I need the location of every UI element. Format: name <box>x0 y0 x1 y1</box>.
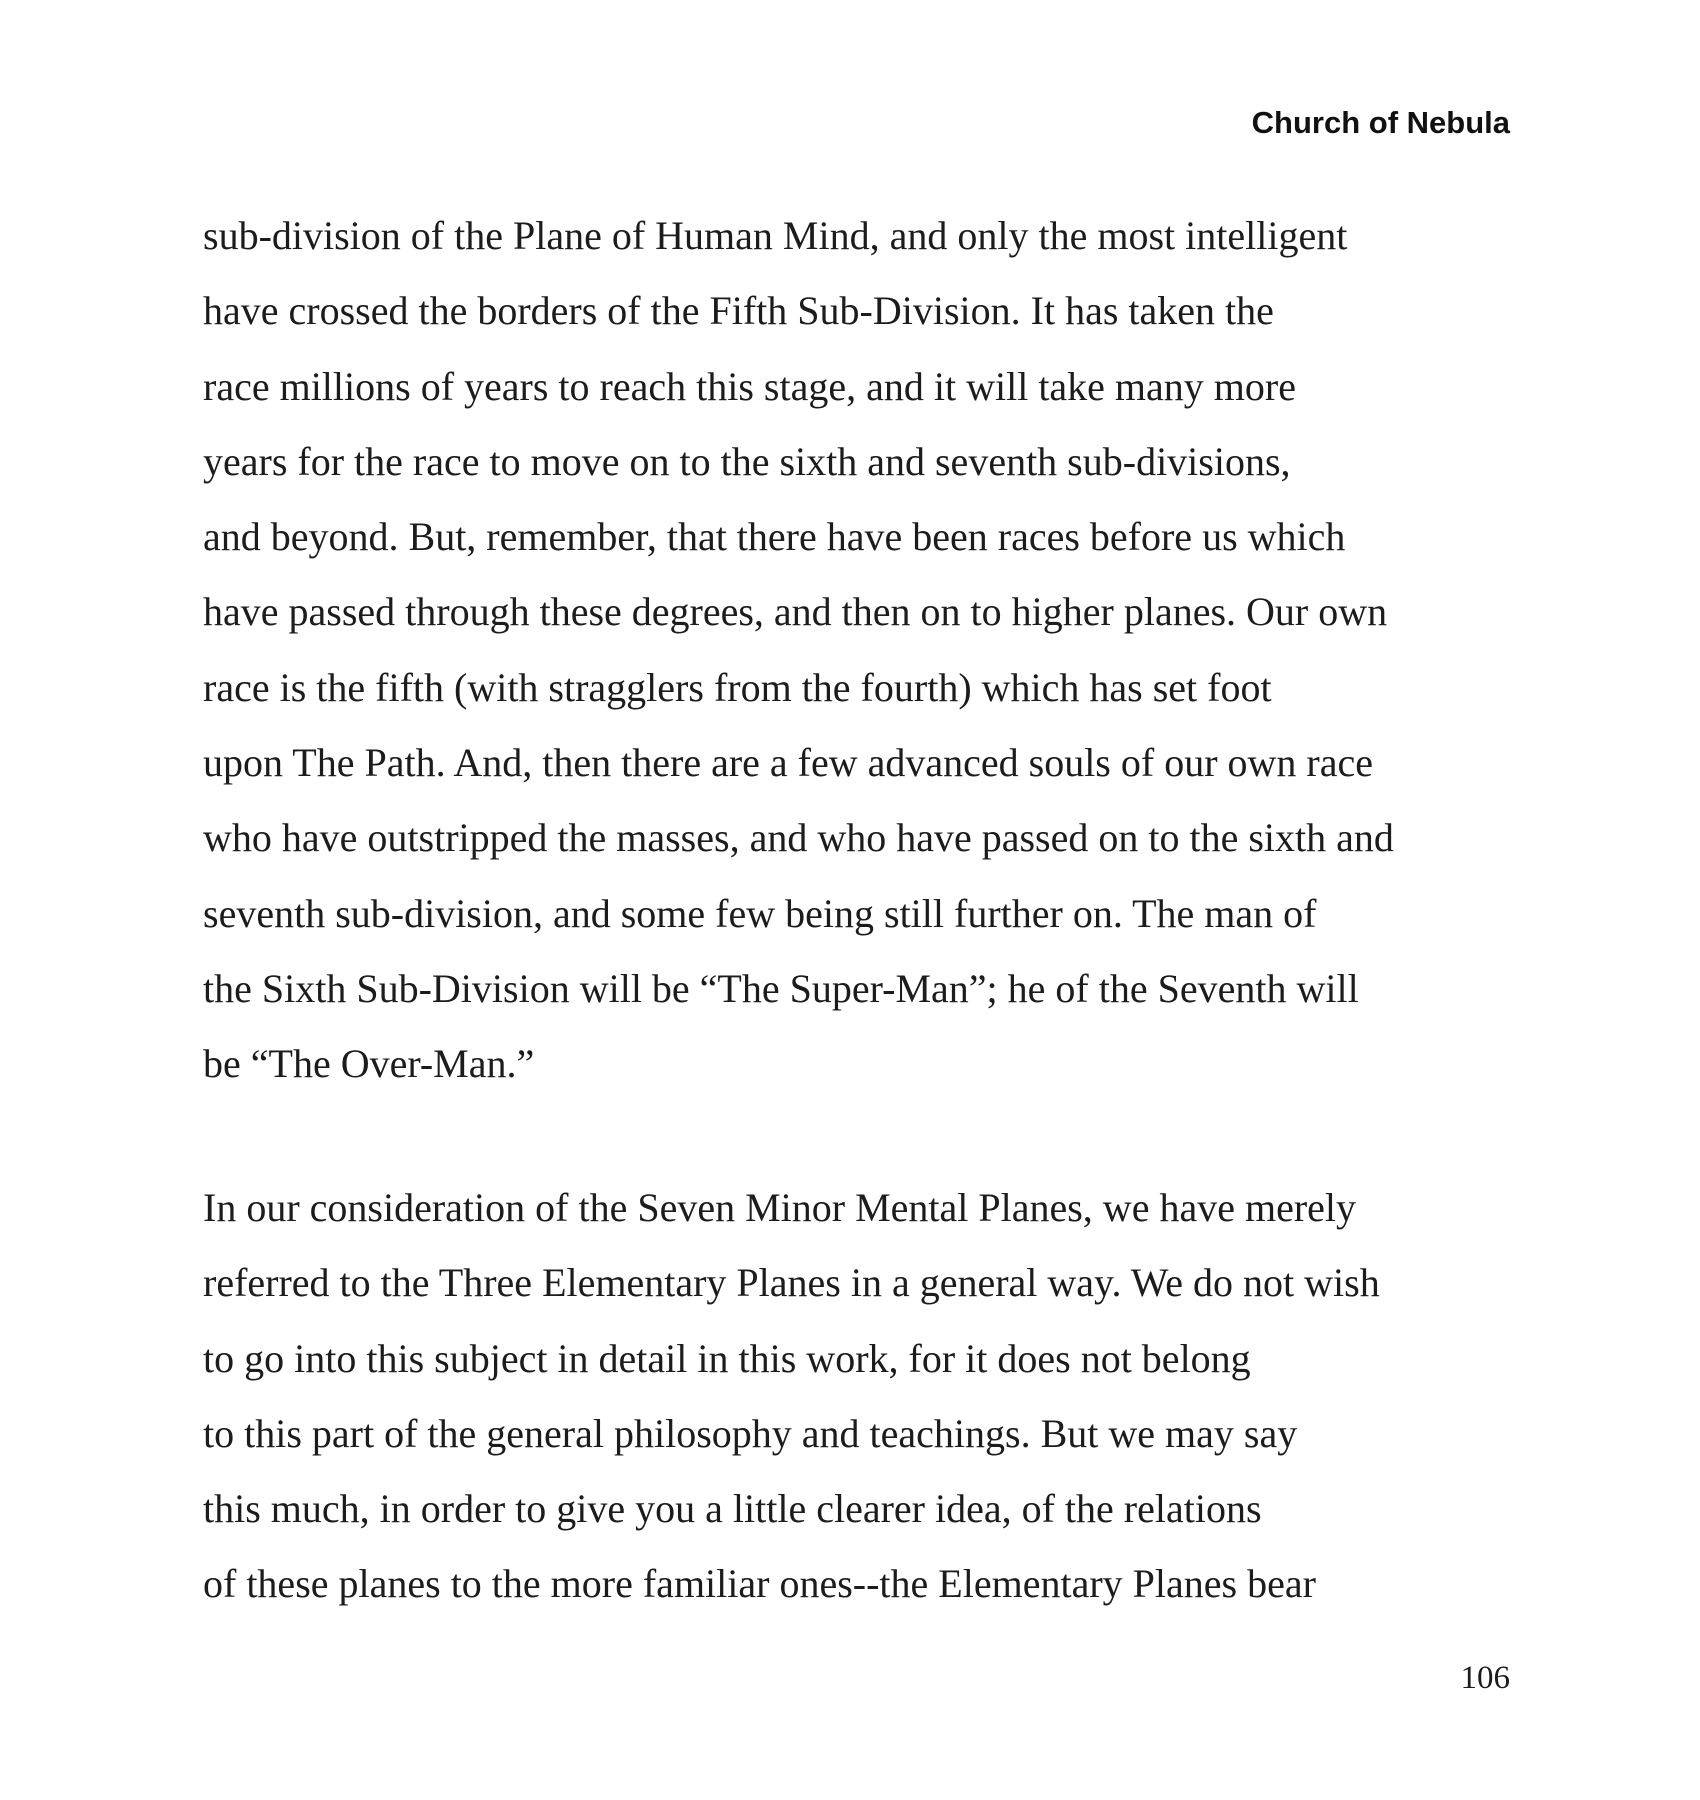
text-line: have passed through these degrees, and then on to higher planes. Our own <box>203 589 1388 635</box>
text-line: race is the fifth (with stragglers from the fourth) which has set foot <box>203 664 1272 710</box>
text-line: referred to the Three Elementary Planes in a general way. We do not wish <box>203 1260 1380 1306</box>
text-line: be “The Over-Man.” <box>203 1041 535 1087</box>
text-line: years for the race to move on to the sixth and seventh sub-divisions, <box>203 438 1291 484</box>
text-line: sub-division of the Plane of Human Mind, and only the most intelligent <box>203 213 1348 258</box>
text-line: seventh sub-division, and some few being still further on. The man of <box>203 890 1317 936</box>
paragraph-1 <box>203 198 1523 1102</box>
page-number: 106 <box>1460 1660 1510 1696</box>
text-line: who have outstripped the masses, and who have passed on to the sixth and <box>203 815 1394 861</box>
text-line: this much, in order to give you a little clearer idea, of the relations <box>203 1486 1262 1532</box>
text-line: and beyond. But, remember, that there have been races before us which <box>203 514 1346 560</box>
text-line: to go into this subject in detail in this work, for it does not belong <box>203 1335 1251 1381</box>
text-line: of these planes to the more familiar ones--the Elementary Planes bear <box>203 1561 1316 1607</box>
text-line: upon The Path. And, then there are a few advanced souls of our own race <box>203 740 1373 786</box>
running-header: Church of Nebula <box>1251 105 1510 140</box>
text-line: the Sixth Sub-Division will be “The Super-Man”; he of the Seventh will <box>203 965 1359 1011</box>
text-line: have crossed the borders of the Fifth Sub-Division. It has taken the <box>203 288 1274 334</box>
text-line: race millions of years to reach this stage, and it will take many more <box>203 363 1296 409</box>
paragraph-2 <box>203 1170 1523 1622</box>
text-line: to this part of the general philosophy and teachings. But we may say <box>203 1410 1298 1456</box>
text-line: In our consideration of the Seven Minor Mental Planes, we have merely <box>203 1185 1357 1230</box>
